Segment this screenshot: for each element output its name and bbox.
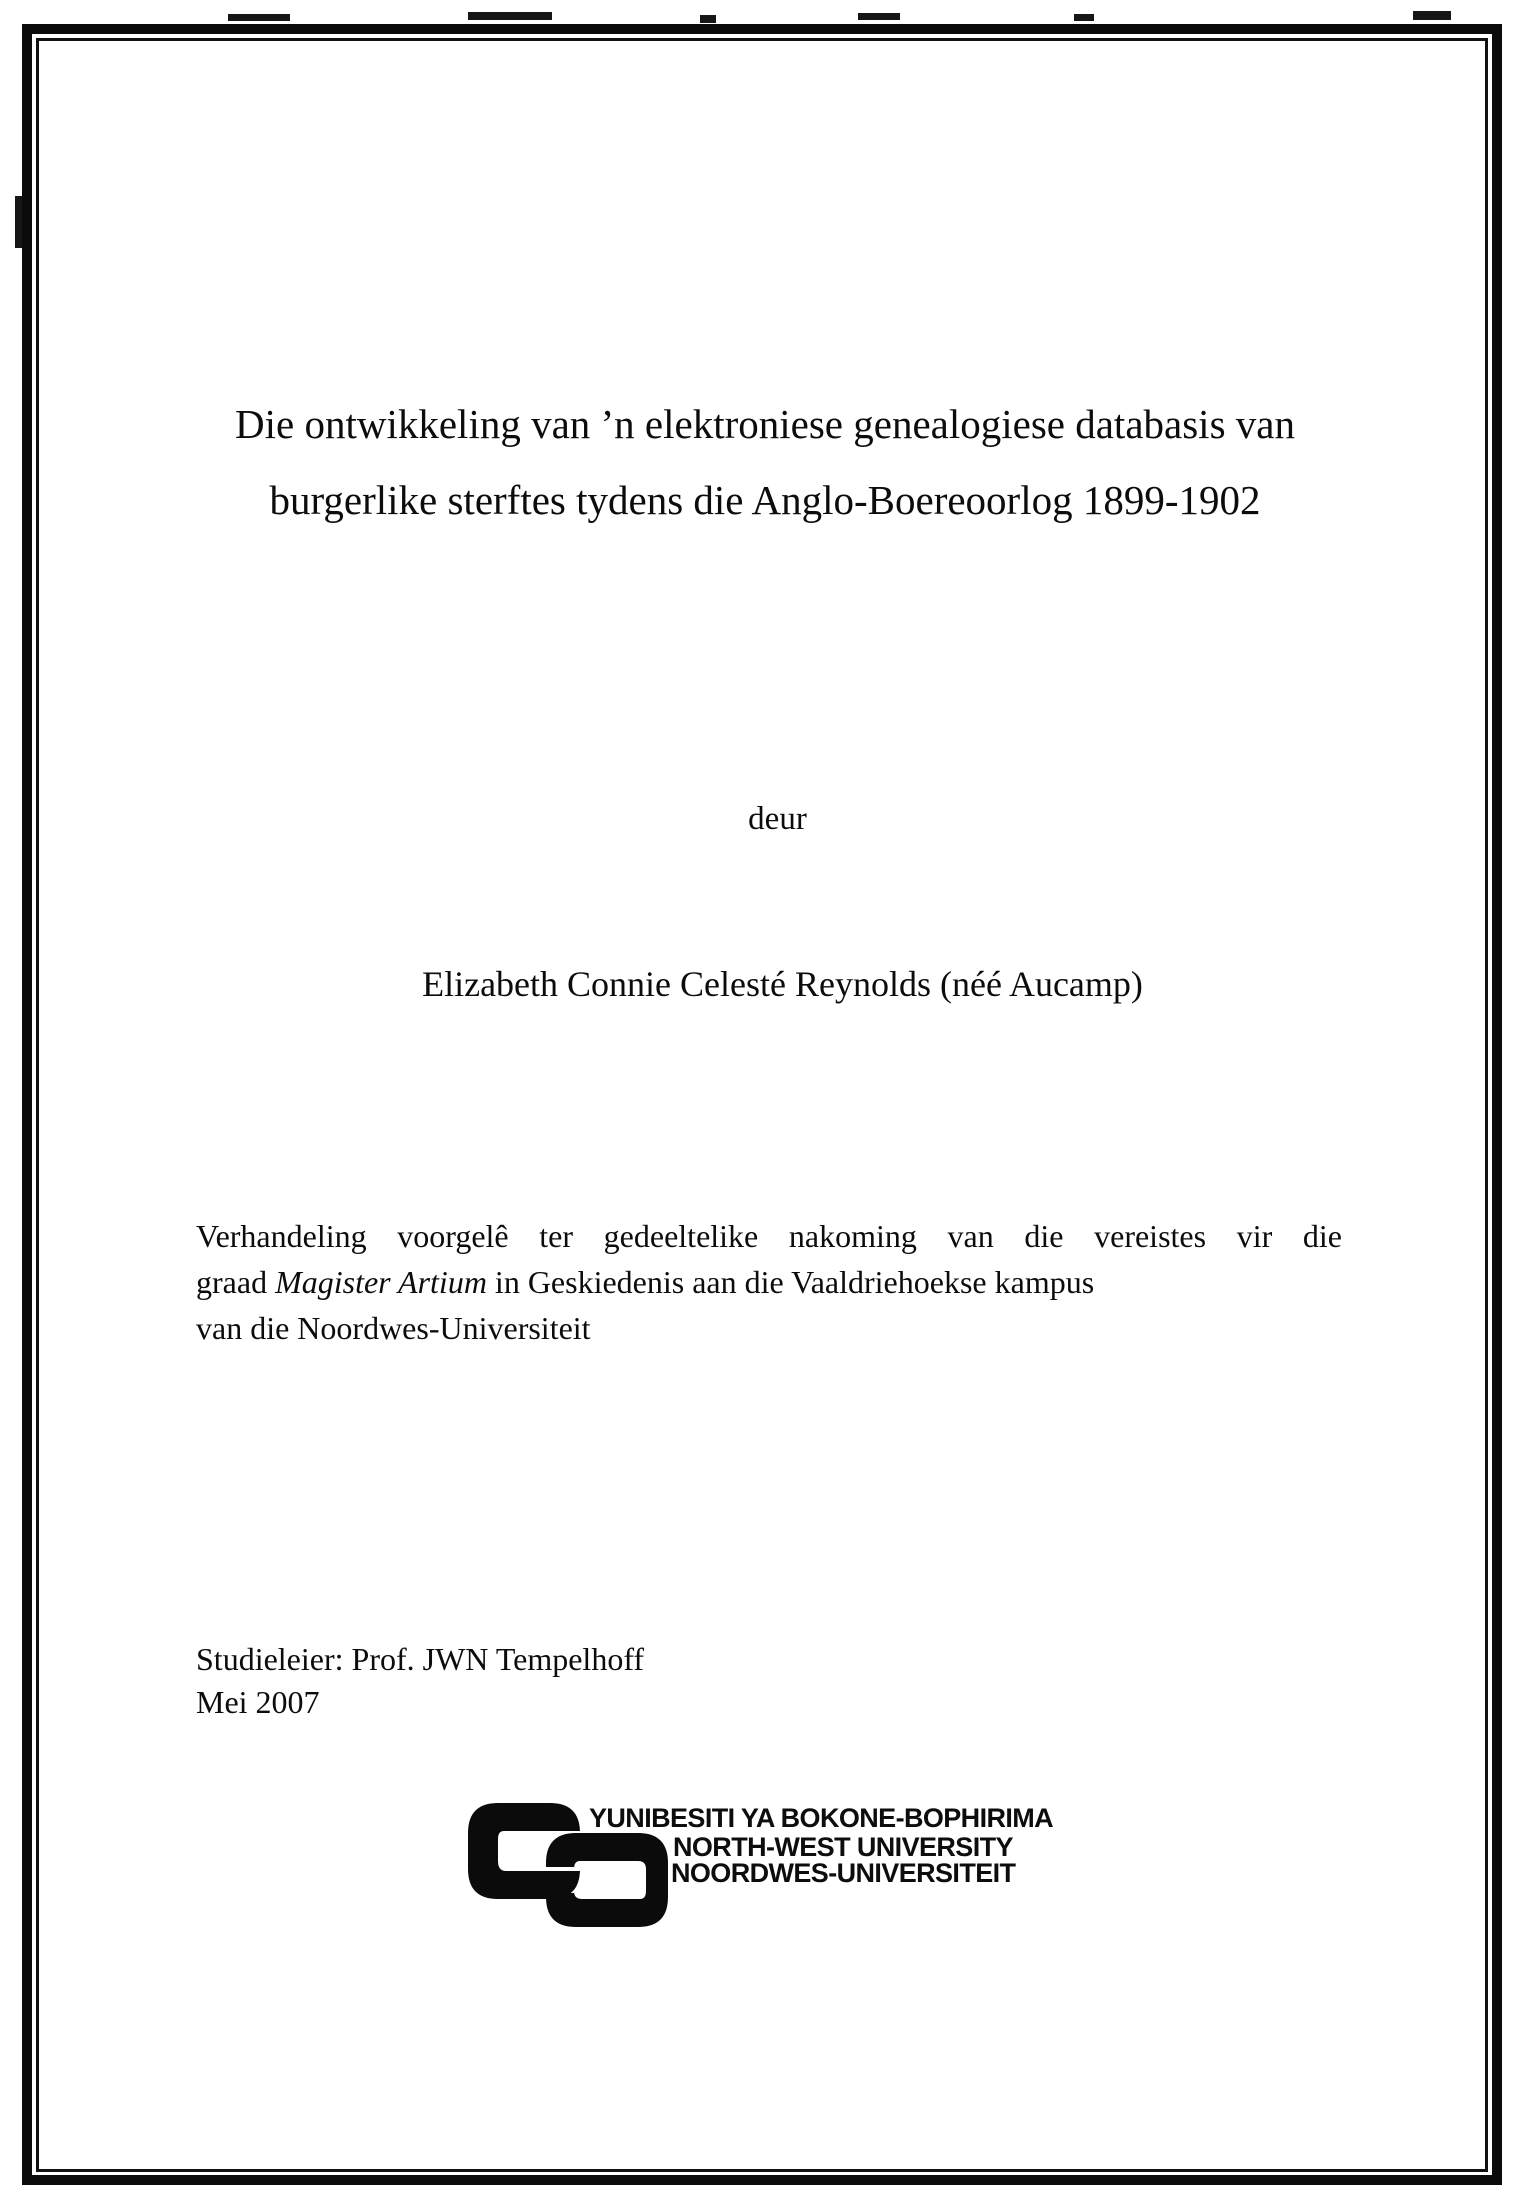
logo-text-line-2: NORTH-WEST UNIVERSITY [673, 1832, 1013, 1862]
statement-line-1: Verhandeling voorgelê ter gedeeltelike nakoming van die vereistes vir die [196, 1218, 1342, 1254]
degree-name-italic: Magister Artium [275, 1264, 487, 1300]
scan-speck [1074, 14, 1094, 21]
statement-line-2-pre: graad [196, 1264, 276, 1300]
scan-speck [228, 14, 290, 21]
supervisor-line: Studieleier: Prof. JWN Tempelhoff [196, 1641, 645, 1677]
logo-text-line-3: NOORDWES-UNIVERSITEIT [671, 1858, 1016, 1888]
statement-line-2-post: in Geskiedenis aan die Vaaldriehoekse kampus [486, 1264, 1095, 1300]
supervisor-block [196, 1638, 1096, 1724]
statement-line-2 [196, 1259, 1342, 1305]
date-line: Mei 2007 [196, 1684, 320, 1720]
author-name: Elizabeth Connie Celesté Reynolds (néé Aucamp) [422, 964, 1143, 1004]
title-line-1: Die ontwikkeling van ’n elektroniese genealogiese databasis van [235, 401, 1295, 447]
title-line-2: burgerlike sterftes tydens die Anglo-Boereoorlog 1899-1902 [269, 477, 1261, 523]
logo-text-line-1: YUNIBESITI YA BOKONE-BOPHIRIMA [589, 1803, 1054, 1833]
scan-speck [468, 12, 552, 20]
byline: deur [748, 801, 807, 837]
scan-speck [1413, 11, 1451, 20]
statement-line-3: van die Noordwes-Universiteit [196, 1310, 591, 1346]
degree-statement [196, 1213, 1342, 1351]
scan-speck [858, 13, 900, 20]
scan-speck [700, 15, 716, 23]
page-title [160, 386, 1370, 538]
